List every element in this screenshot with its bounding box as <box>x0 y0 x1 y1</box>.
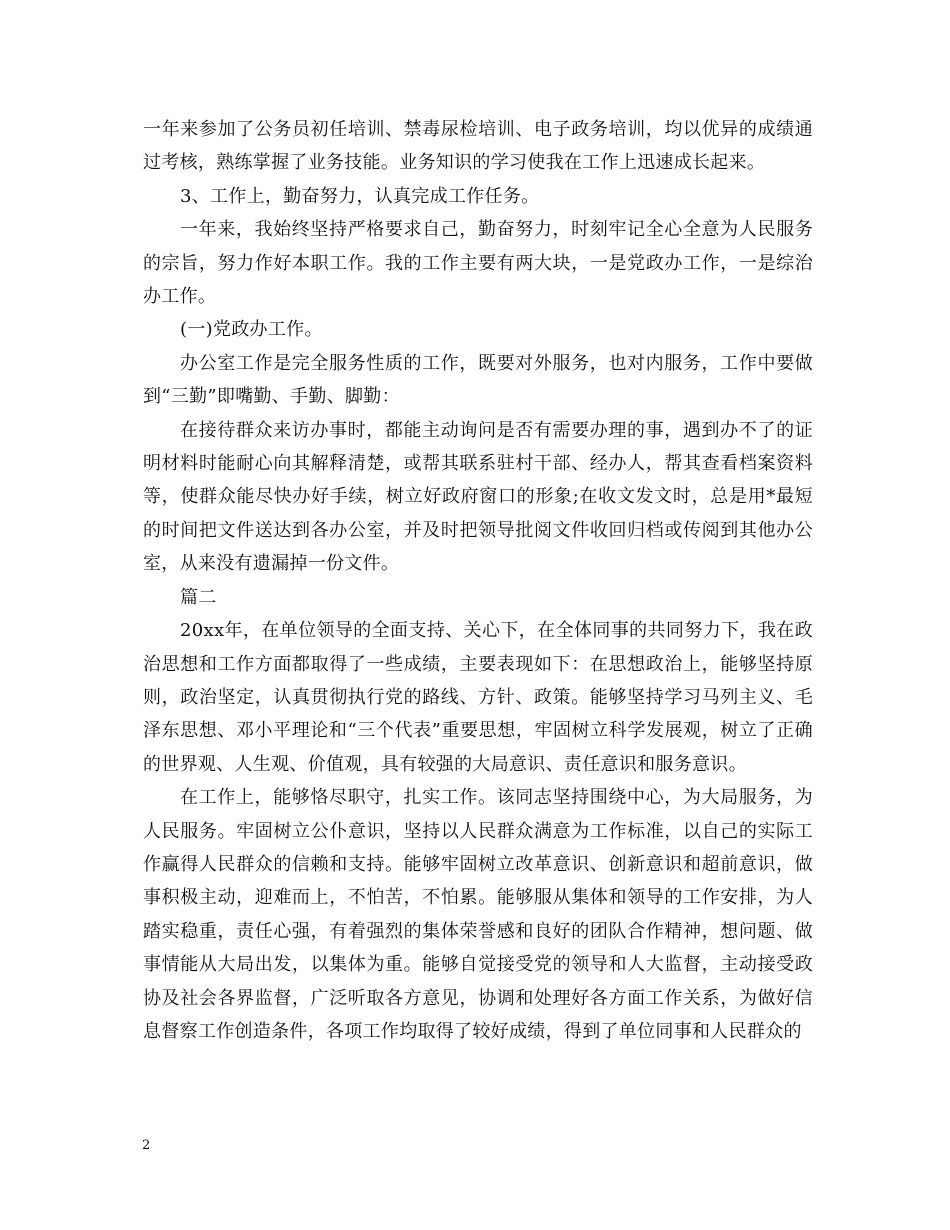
section-heading: 篇二 <box>180 586 217 608</box>
paragraph-1: 一年来参加了公务员初任培训、禁毒尿检培训、电子政务培训，均以优异的成绩通过考核，熟练掌握了业务技能。业务知识的学习使我在工作上迅速成长起来。 <box>143 119 813 174</box>
paragraph-3: 一年来，我始终坚持严格要求自己，勤奋努力，时刻牢记全心全意为人民服务的宗旨，努力作好本职工作。我的工作主要有两大块，一是党政办工作，一是综治办工作。 <box>143 219 813 308</box>
paragraph-4: (一)党政办工作。 <box>180 319 323 341</box>
body-text <box>143 113 813 1048</box>
paragraph-2: 3、工作上，勤奋努力，认真完成工作任务。 <box>180 185 540 207</box>
paragraph-7: 20xx年，在单位领导的全面支持、关心下，在全体同事的共同努力下，我在政治思想和工作方面都取得了一些成绩，主要表现如下：在思想政治上，能够坚持原则，政治坚定，认真贯彻执行党的路线、方针、政策。能够坚持学习马列主义、毛泽东思想、邓小平理论和“三个代表”重要思想，牢固树立科学发展观，树立了正确的世界观、人生观、价值观，具有较强的大局意识、责任意识和服务意识。 <box>143 620 813 775</box>
paragraph-8: 在工作上，能够恪尽职守，扎实工作。该同志坚持围绕中心，为大局服务，为人民服务。牢固树立公仆意识，坚持以人民群众满意为工作标准，以自己的实际工作赢得人民群众的信赖和支持。能够牢固树立改革意识、创新意识和超前意识，做事积极主动，迎难而上，不怕苦，不怕累。能够服从集体和领导的工作安排，为人踏实稳重，责任心强，有着强烈的集体荣誉感和良好的团队合作精神，想问题、做事情能从大局出发，以集体为重。能够自觉接受党的领导和人大监督，主动接受政协及社会各界监督，广泛听取各方意见，协调和处理好各方面工作关系，为做好信息督察工作创造条件，各项工作均取得了较好成绩，得到了单位同事和人民群众的 <box>143 787 813 1042</box>
page-number: 2 <box>142 1138 151 1153</box>
paragraph-5: 办公室工作是完全服务性质的工作，既要对外服务，也对内服务，工作中要做到“三勤”即嘴勤、手勤、脚勤： <box>143 352 813 408</box>
paragraph-6: 在接待群众来访办事时，都能主动询问是否有需要办理的事，遇到办不了的证明材料时能耐心向其解释清楚，或帮其联系驻村干部、经办人，帮其查看档案资料等，使群众能尽快办好手续，树立好政府窗口的形象;在收文发文时，总是用*最短的时间把文件送达到各办公室，并及时把领导批阅文件收回归档或传阅到其他办公室，从来没有遗漏掉一份文件。 <box>143 419 813 575</box>
